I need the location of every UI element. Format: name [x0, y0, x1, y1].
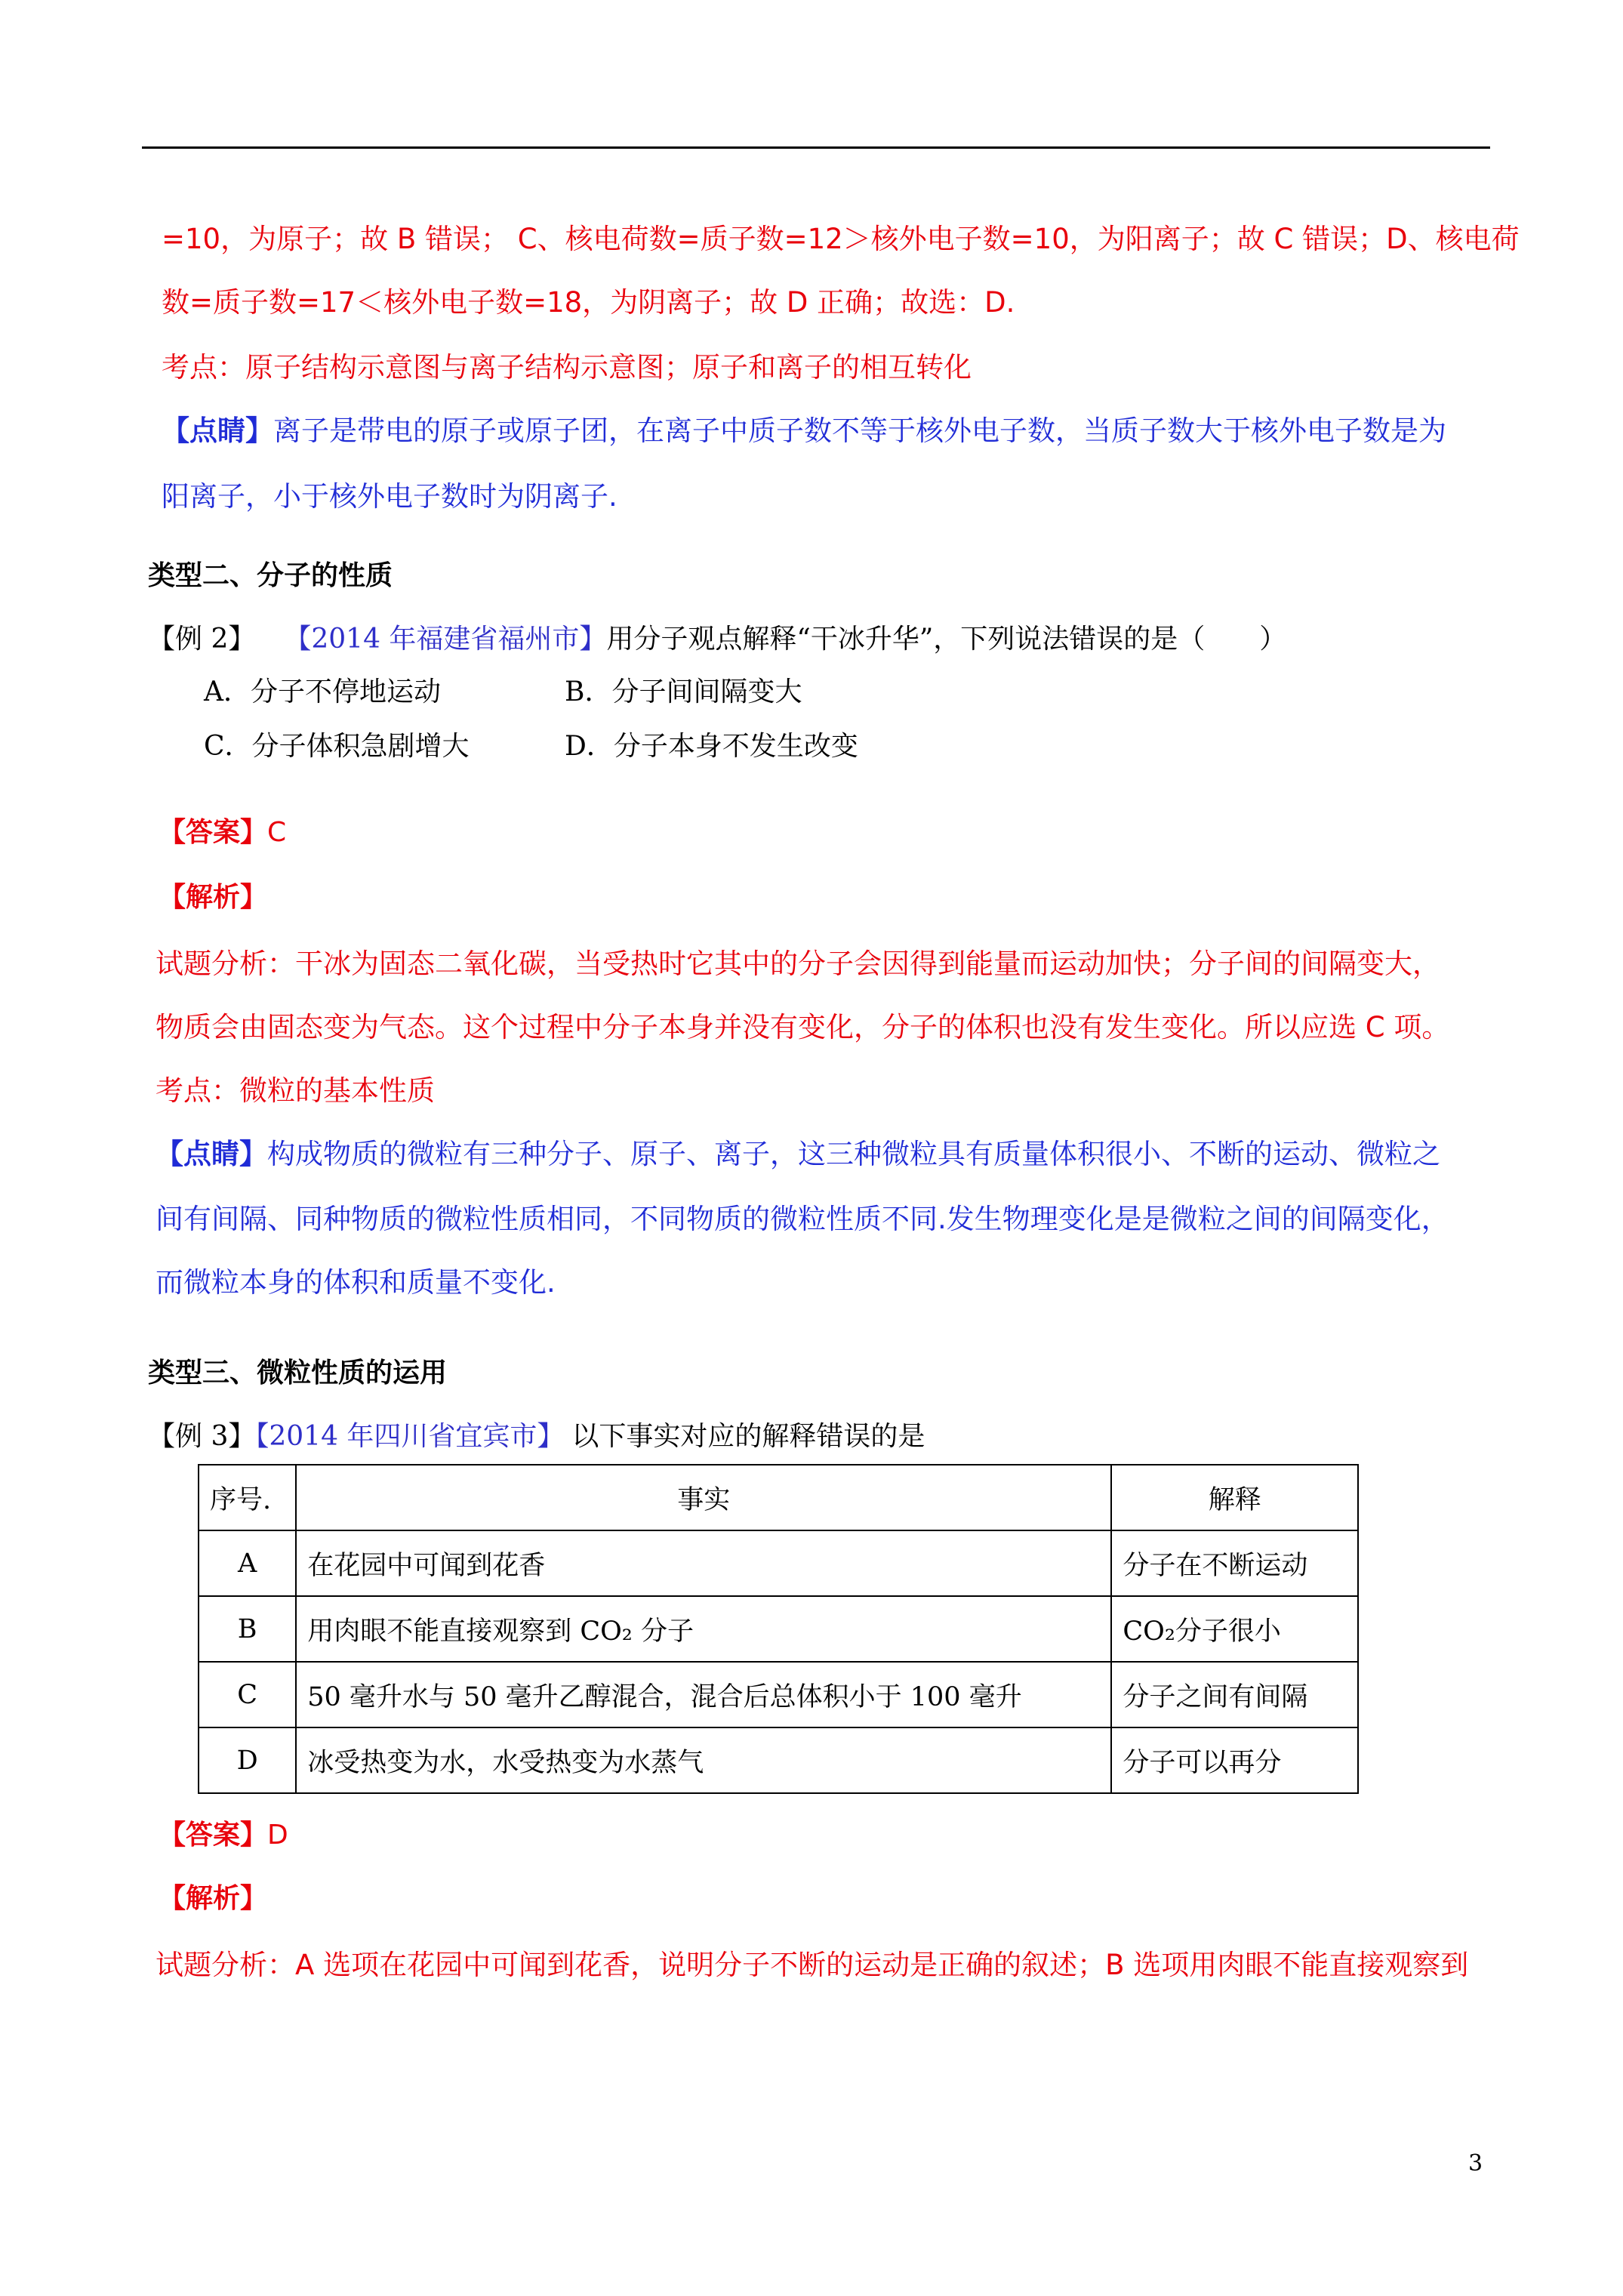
table-header-cell: 事实 — [296, 1465, 1111, 1530]
table-row — [199, 1727, 1358, 1793]
facts-table — [198, 1464, 1359, 1794]
dianjing-2-line-1: 【点睛】构成物质的微粒有三种分子、原子、离子，这三种微粒具有质量体积很小、不断的运动、微粒之 — [156, 1138, 1440, 1170]
analysis-label-2: 【解析】 — [159, 882, 268, 913]
table-cell: C — [199, 1662, 296, 1727]
analysis-2-line-1: 试题分析：干冰为固态二氧化碳，当受热时它其中的分子会因得到能量而运动加快；分子间的间隔变大， — [156, 948, 1440, 980]
table-cell: 在花园中可闻到花香 — [296, 1530, 1111, 1596]
table-cell: 分子可以再分 — [1111, 1727, 1358, 1793]
table-cell: 用肉眼不能直接观察到 CO₂ 分子 — [296, 1596, 1111, 1662]
example-source: 【2014 年福建省福州市】 — [284, 624, 607, 655]
dianjing-2-line-2: 间有间隔、同种物质的微粒性质相同，不同物质的微粒性质不同.发生物理变化是是微粒之间的间隔变化， — [156, 1203, 1449, 1235]
analysis-line-2: 数=质子数=17＜核外电子数=18，为阴离子；故 D 正确；故选：D. — [162, 286, 1015, 319]
table-cell: A — [199, 1530, 296, 1596]
example-source: 【2014 年四川省宜宾市】 — [255, 1421, 565, 1452]
dianjing-label: 【点睛】 — [162, 415, 273, 447]
example-label: 【例 3】 — [148, 1421, 256, 1452]
kaodian-1: 考点：原子结构示意图与离子结构示意图；原子和离子的相互转化 — [162, 351, 972, 384]
option-b: B．分子间间隔变大 — [565, 676, 802, 707]
example-2-question — [148, 618, 1286, 656]
table-header-cell: 解释 — [1111, 1465, 1358, 1530]
analysis-3-line-1: 试题分析：A 选项在花园中可闻到花香，说明分子不断的运动是正确的叙述；B 选项用肉眼不能直接观察到 — [156, 1949, 1469, 1981]
section-heading-type2: 类型二、分子的性质 — [148, 559, 393, 591]
dianjing-2-line-3: 而微粒本身的体积和质量不变化. — [156, 1266, 556, 1299]
section-heading-type3: 类型三、微粒性质的运用 — [148, 1357, 448, 1388]
table-cell: 分子之间有间隔 — [1111, 1662, 1358, 1727]
table-header-cell: 序号. — [199, 1465, 296, 1530]
answer-3: 【答案】D — [159, 1820, 288, 1851]
dianjing-label: 【点睛】 — [156, 1138, 267, 1170]
example-3-question — [148, 1415, 925, 1453]
analysis-2-line-2: 物质会由固态变为气态。这个过程中分子本身并没有变化，分子的体积也没有发生变化。所以应选 C 项。 — [156, 1011, 1450, 1043]
table-row — [199, 1596, 1358, 1662]
analysis-label-3: 【解析】 — [159, 1883, 268, 1914]
table-cell: 冰受热变为水，水受热变为水蒸气 — [296, 1727, 1111, 1793]
table-row — [199, 1662, 1358, 1727]
dianjing-1-line-1: 【点睛】离子是带电的原子或原子团，在离子中质子数不等于核外电子数，当质子数大于核外电子数是为 — [162, 415, 1446, 447]
question-text: 用分子观点解释“干冰升华”，下列说法错误的是（ ） — [606, 624, 1287, 655]
analysis-line-1: =10，为原子；故 B 错误； C、核电荷数=质子数=12＞核外电子数=10，为阳离子；故 C 错误；D、核电荷 — [162, 223, 1520, 255]
header-rule — [142, 146, 1490, 149]
table-cell: B — [199, 1596, 296, 1662]
option-d: D．分子本身不发生改变 — [565, 731, 858, 762]
example-label: 【例 2】 — [148, 624, 256, 655]
answer-2: 【答案】C — [159, 817, 287, 848]
page-number: 3 — [1468, 2150, 1483, 2177]
table-cell: 50 毫升水与 50 毫升乙醇混合，混合后总体积小于 100 毫升 — [296, 1662, 1111, 1727]
dianjing-1-line-2: 阳离子，小于核外电子数时为阴离子. — [162, 480, 617, 513]
option-a: A．分子不停地运动 — [204, 676, 441, 707]
question-text: 以下事实对应的解释错误的是 — [571, 1421, 925, 1452]
table-row — [199, 1530, 1358, 1596]
table-cell: CO₂分子很小 — [1111, 1596, 1358, 1662]
table-header-row — [199, 1465, 1358, 1530]
kaodian-2: 考点：微粒的基本性质 — [156, 1074, 435, 1107]
option-c: C．分子体积急剧增大 — [204, 731, 470, 762]
table-cell: 分子在不断运动 — [1111, 1530, 1358, 1596]
table-cell: D — [199, 1727, 296, 1793]
